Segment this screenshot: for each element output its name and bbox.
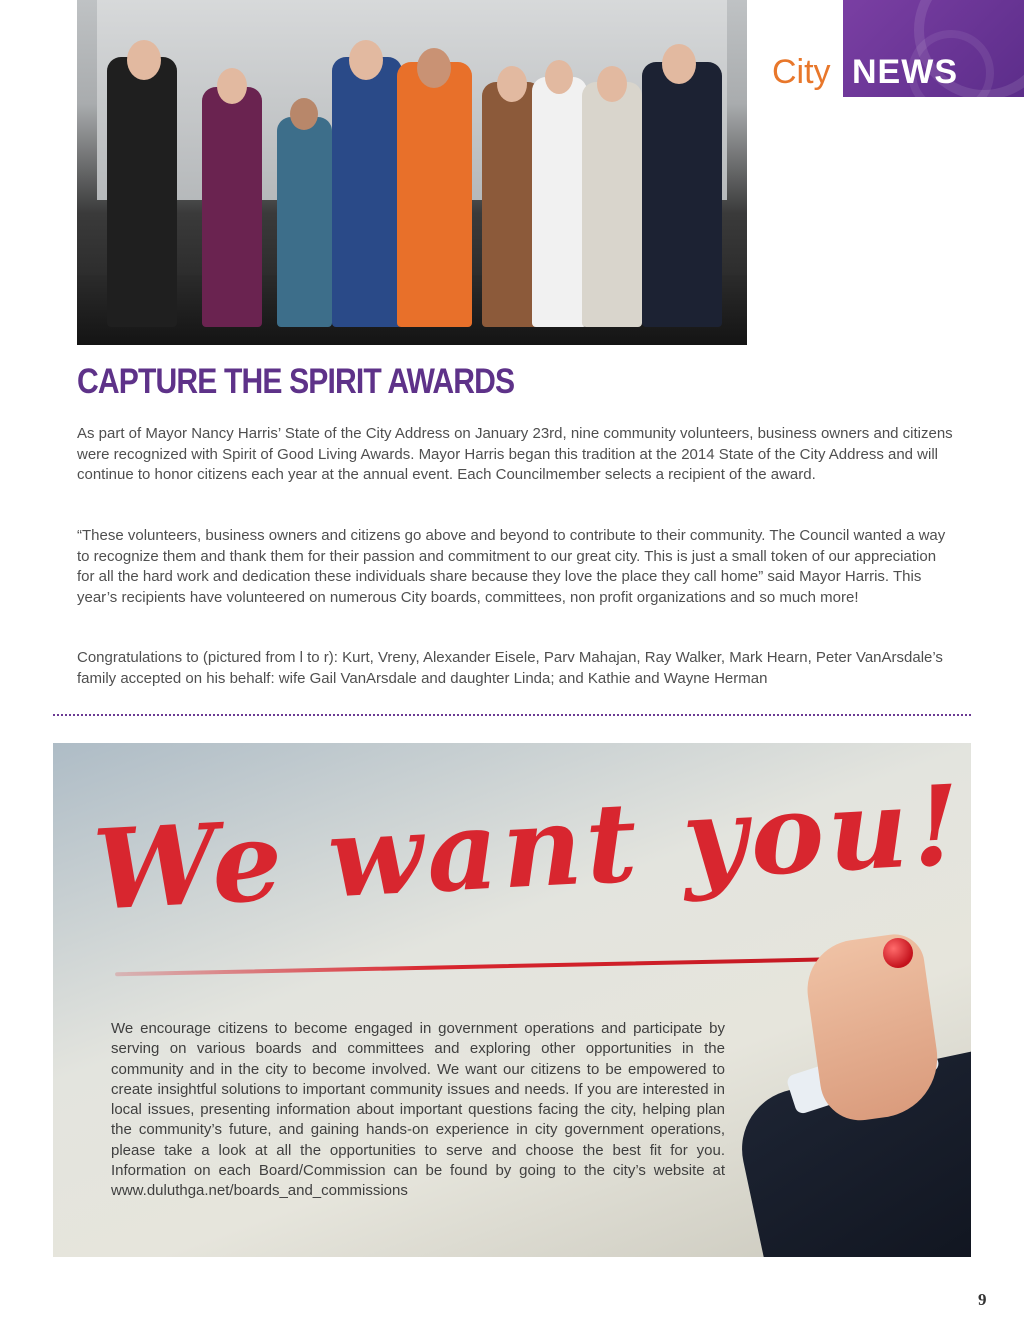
person-7	[532, 77, 587, 327]
section-divider	[53, 714, 971, 716]
banner-body-text: We encourage citizens to become engaged in government operations and participate by serving on various boards and committees and exploring other opportunities in the community and in the city to become involved. We want our citizens to be empowered to create insightful solutions to important community issues and needs. If you are interested in local issues, presenting information about important questions facing the city, helping plan the community’s future, and gaining hands-on experience in city government operations, please take a look at all the opportunities to serve and choose the best fit for you. Information on each Board/Commission can be found by going to the city’s website at www.duluthga.net/boards_and_commissions	[111, 1020, 725, 1200]
article-paragraph-1: As part of Mayor Nancy Harris’ State of the City Address on January 23rd, nine community volunteers, business owners and citizens were recognized with Spirit of Good Living Awards. Mayor Harris began this tradition at the 2014 State of the City Address and will continue to honor citizens each year at the annual event. Each Councilmember selects a recipient of the award.	[77, 425, 953, 483]
news-label: NEWS	[852, 53, 958, 91]
page-number: 9	[978, 1290, 987, 1309]
we-want-you-banner	[53, 743, 971, 1257]
person-9	[642, 62, 722, 327]
person-2	[202, 87, 262, 327]
marker-cap-icon	[883, 938, 913, 968]
article-paragraph-3: Congratulations to (pictured from l to r): Kurt, Vreny, Alexander Eisele, Parv Mahajan, Ray Walker, Mark Hearn, Peter VanArsdale’s family accepted on his behalf: wife Gail VanArsdale and daughter Linda; and Kathie and Wayne Herman	[77, 649, 943, 687]
person-3	[277, 117, 332, 327]
banner-script-heading: We want you!	[90, 760, 968, 935]
marker-underline	[115, 956, 905, 977]
city-label: City	[772, 53, 831, 91]
person-1	[107, 57, 177, 327]
award-group-photo	[77, 0, 747, 345]
person-8	[582, 82, 642, 327]
article-paragraph-2: “These volunteers, business owners and citizens go above and beyond to contribute to their community. The Council wanted a way to recognize them and thank them for their passion and commitment to our great city. This is just a small token of our appreciation for all the hard work and dedication these individuals share because they love the place they call home” said Mayor Harris. This year’s recipients have volunteered on numerous City boards, committees, non profit organizations and so much more!	[77, 527, 946, 606]
article-headline: CAPTURE THE SPIRIT AWARDS	[77, 362, 515, 401]
person-5	[397, 62, 472, 327]
person-4	[332, 57, 402, 327]
